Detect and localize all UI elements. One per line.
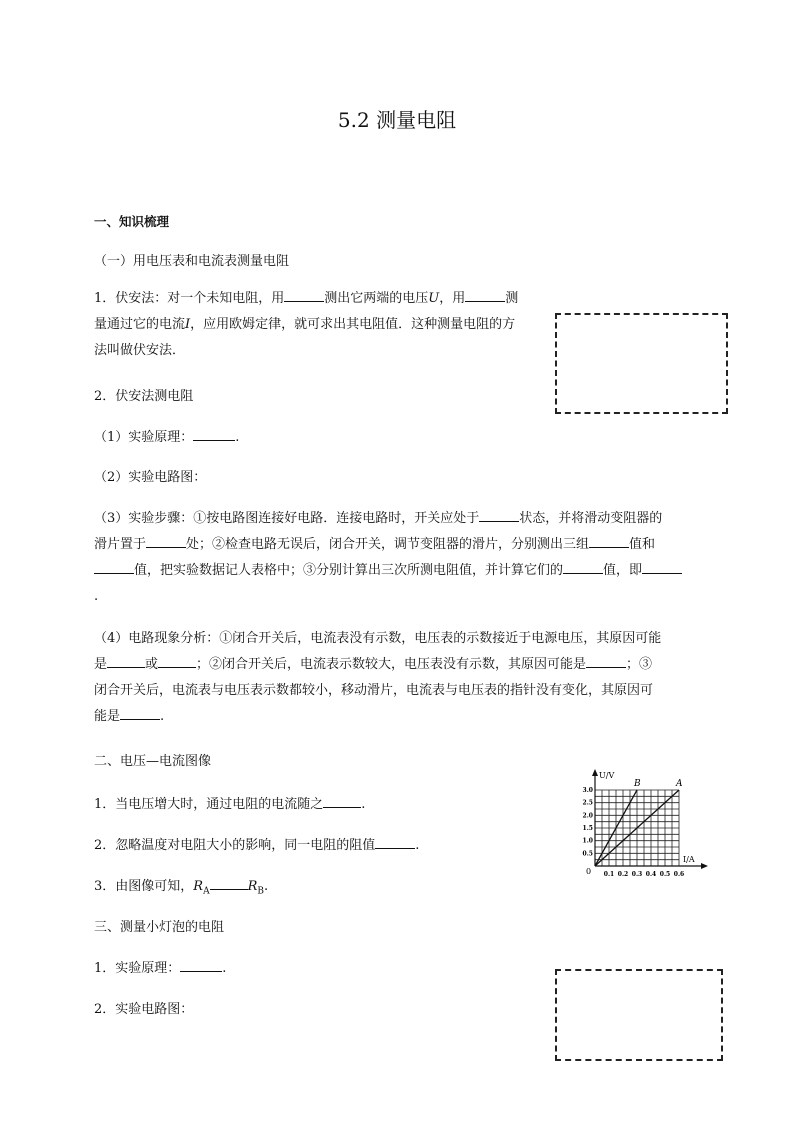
x-axis-arrow bbox=[701, 863, 708, 869]
series-label-a: A bbox=[676, 779, 683, 789]
text: 值和 bbox=[629, 537, 656, 552]
x-tick-label: 0.1 bbox=[603, 871, 615, 878]
section-heading-1: 一、知识梳理 bbox=[94, 214, 170, 229]
text: 3．由图像可知， bbox=[94, 879, 194, 894]
answer-blank[interactable] bbox=[323, 793, 361, 808]
text: 值，即 bbox=[603, 563, 643, 578]
y-axis-label: U/V bbox=[599, 771, 615, 780]
figure-placeholder-box bbox=[555, 969, 723, 1061]
answer-blank[interactable] bbox=[146, 533, 186, 548]
answer-blank[interactable] bbox=[586, 653, 626, 668]
text: 是 bbox=[94, 657, 108, 672]
y-tick-label: 1.5 bbox=[582, 825, 593, 832]
subscript: A bbox=[203, 886, 210, 897]
item-lamp-principle bbox=[94, 957, 226, 976]
symbol-rb: R bbox=[247, 879, 258, 894]
item-principle bbox=[94, 426, 239, 445]
item-circuit-diagram: （2）实验电路图： bbox=[94, 470, 207, 485]
text: ；③ bbox=[626, 657, 653, 672]
paragraph-steps bbox=[94, 506, 706, 610]
text: 测出它两端的电压 bbox=[324, 291, 429, 306]
y-axis-arrow bbox=[592, 769, 598, 776]
symbol-i: I bbox=[185, 317, 191, 332]
symbol-u: U bbox=[428, 291, 440, 306]
text: 1．当电压增大时，通过电阻的电流随之 bbox=[94, 797, 324, 812]
answer-blank[interactable] bbox=[158, 653, 196, 668]
answer-blank[interactable] bbox=[479, 507, 519, 522]
subscript: B bbox=[257, 886, 264, 897]
text: 状态，并将滑动变阻器的 bbox=[519, 511, 663, 526]
text: 1．实验原理： bbox=[94, 961, 181, 976]
series-label-b: B bbox=[634, 779, 641, 789]
question-1 bbox=[94, 793, 365, 812]
text: 测 bbox=[505, 291, 519, 306]
answer-blank[interactable] bbox=[94, 559, 134, 574]
x-tick-label: 0.5 bbox=[659, 871, 671, 878]
section-heading-3: 三、测量小灯泡的电阻 bbox=[94, 920, 225, 935]
paragraph-analysis bbox=[94, 626, 706, 730]
text: （3）实验步骤：①按电路图连接好电路．连接电路时，开关应处于 bbox=[94, 511, 480, 526]
text: ；②闭合开关后，电流表示数较大，电压表没有示数，其原因可能是 bbox=[196, 657, 587, 672]
item-lamp-circuit: 2．实验电路图： bbox=[94, 1002, 194, 1017]
x-tick-label: 0.6 bbox=[673, 871, 685, 878]
text: . bbox=[264, 879, 269, 894]
text: . bbox=[160, 709, 165, 724]
text: . bbox=[415, 838, 420, 853]
answer-blank[interactable] bbox=[107, 653, 145, 668]
text: . bbox=[361, 797, 366, 812]
axes bbox=[592, 769, 708, 869]
x-tick-label: 0.3 bbox=[631, 871, 643, 878]
answer-blank[interactable] bbox=[465, 287, 505, 302]
answer-blank[interactable] bbox=[642, 559, 682, 574]
text: ，用 bbox=[439, 291, 466, 306]
text: 处；②检查电路无误后，闭合开关，调节变阻器的滑片，分别测出三组 bbox=[186, 537, 590, 552]
y-tick-label: 0.5 bbox=[582, 850, 593, 858]
answer-blank[interactable] bbox=[120, 705, 160, 720]
text: . bbox=[222, 961, 227, 976]
text: 滑片置于 bbox=[94, 537, 147, 552]
text: 1．伏安法：对一个未知电阻，用 bbox=[94, 291, 285, 306]
x-axis-label: I/A bbox=[683, 855, 695, 864]
figure-placeholder-box bbox=[555, 313, 728, 414]
text: ，应用欧姆定律，就可求出其电阻值．这种测量电阻的方 bbox=[190, 317, 516, 332]
origin-label: 0 bbox=[586, 867, 592, 876]
text: 闭合开关后，电流表与电压表示数都较小，移动滑片，电流表与电压表的指针没有变化，其原因可 bbox=[94, 683, 654, 698]
text: 或 bbox=[145, 657, 159, 672]
subsection-heading: （一）用电压表和电流表测量电阻 bbox=[94, 254, 290, 269]
answer-blank[interactable] bbox=[589, 533, 629, 548]
section-heading-2: 二、电压—电流图像 bbox=[94, 754, 212, 769]
answer-blank[interactable] bbox=[193, 426, 235, 441]
symbol-ra: R bbox=[193, 879, 204, 894]
x-tick-label: 0.2 bbox=[617, 871, 629, 878]
y-tick-label: 1.0 bbox=[582, 837, 593, 845]
answer-blank[interactable] bbox=[563, 559, 603, 574]
y-tick-label: 3.0 bbox=[582, 787, 593, 794]
y-tick-label: 2.0 bbox=[582, 812, 593, 820]
text: 法叫做伏安法． bbox=[94, 343, 186, 358]
answer-blank[interactable] bbox=[180, 957, 222, 972]
text: . bbox=[94, 589, 99, 604]
question-3 bbox=[94, 875, 268, 897]
x-tick-label: 0.4 bbox=[645, 871, 657, 878]
text: 量通过它的电流 bbox=[94, 317, 186, 332]
text: . bbox=[235, 430, 240, 445]
paragraph-voltammetry bbox=[94, 286, 554, 364]
text: （4）电路现象分析：①闭合开关后，电流表没有示数，电压表的示数接近于电源电压，其原因可能 bbox=[94, 631, 662, 646]
answer-blank[interactable] bbox=[375, 834, 415, 849]
answer-blank[interactable] bbox=[284, 287, 324, 302]
question-2 bbox=[94, 834, 419, 853]
text: 2．忽略温度对电阻大小的影响，同一电阻的阻值 bbox=[94, 838, 376, 853]
u-i-graph bbox=[565, 766, 710, 881]
text: （1）实验原理： bbox=[94, 430, 194, 445]
text: 能是 bbox=[94, 709, 121, 724]
y-tick-label: 2.5 bbox=[582, 799, 593, 807]
paragraph-heading: 2．伏安法测电阻 bbox=[94, 389, 194, 404]
answer-blank[interactable] bbox=[210, 875, 248, 890]
text: 值，把实验数据记人表格中；③分别计算出三次所测电阻值，并计算它们的 bbox=[134, 563, 564, 578]
page-title: 5.2 测量电阻 bbox=[337, 108, 457, 132]
